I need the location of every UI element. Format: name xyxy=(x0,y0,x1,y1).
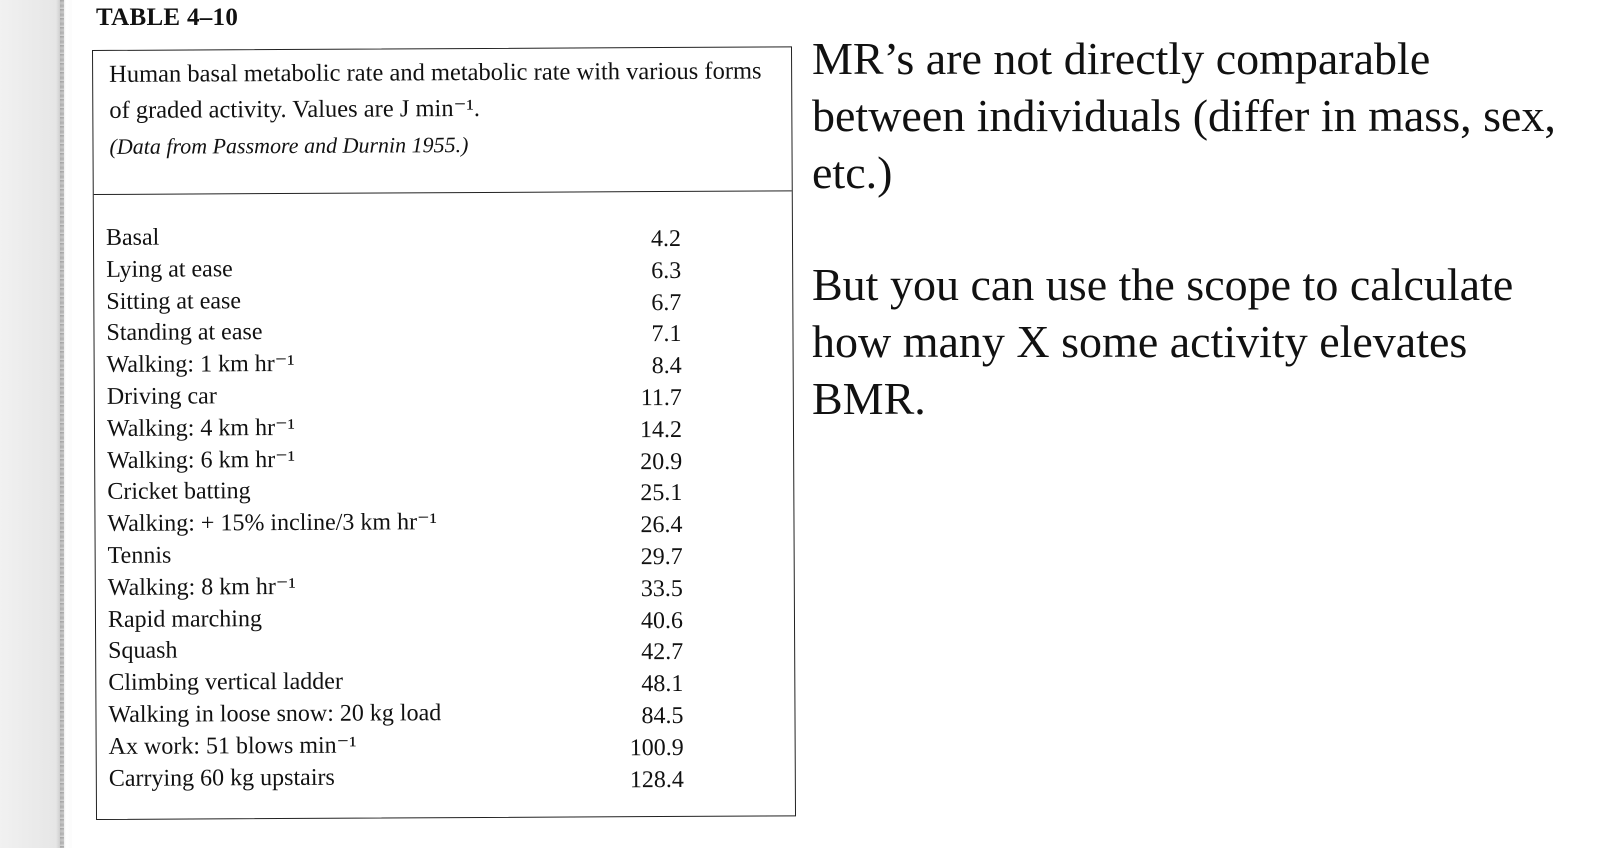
caption-source: (Data from Passmore and Durnin 1955.) xyxy=(109,132,469,159)
activity-value: 100.9 xyxy=(629,734,684,761)
activity-value: 20.9 xyxy=(640,448,683,475)
activity-label: Squash xyxy=(108,637,178,665)
activity-label: Driving car xyxy=(106,383,217,410)
table-row xyxy=(106,251,766,286)
table-row xyxy=(108,633,768,668)
activity-value: 7.1 xyxy=(651,321,682,348)
table-row xyxy=(109,760,769,795)
activity-value: 11.7 xyxy=(640,384,682,412)
activity-label: Walking: 1 km hr⁻¹ xyxy=(106,351,295,379)
activity-value: 48.1 xyxy=(641,671,684,698)
activity-label: Walking: + 15% incline/3 km hr⁻¹ xyxy=(107,509,437,538)
table-row xyxy=(108,696,768,731)
activity-label: Walking: 6 km hr⁻¹ xyxy=(107,446,296,474)
table-row xyxy=(107,506,767,541)
activity-label: Walking: 4 km hr⁻¹ xyxy=(106,414,295,442)
activity-label: Tennis xyxy=(107,542,172,569)
table-caption xyxy=(93,47,792,195)
page-edge xyxy=(0,0,72,848)
metabolic-rate-table xyxy=(92,46,796,820)
activity-value: 84.5 xyxy=(641,702,684,730)
activity-value: 8.4 xyxy=(651,353,682,380)
table-row xyxy=(107,442,767,477)
activity-label: Walking: 8 km hr⁻¹ xyxy=(107,573,296,601)
activity-value: 40.6 xyxy=(640,607,684,634)
caption-text: Human basal metabolic rate and metabolic rate with various forms of graded activity. Values are J min⁻¹. xyxy=(109,57,762,124)
table-row xyxy=(108,665,768,700)
table-row xyxy=(107,474,767,509)
activity-value: 33.5 xyxy=(640,575,683,602)
table-label: TABLE 4–10 xyxy=(96,4,239,31)
table-row xyxy=(106,219,766,254)
activity-value: 42.7 xyxy=(641,639,684,666)
activity-label: Rapid marching xyxy=(107,605,263,633)
table-row xyxy=(108,601,768,636)
activity-value: 29.7 xyxy=(640,543,683,571)
table-rows xyxy=(106,219,769,795)
activity-label: Climbing vertical ladder xyxy=(108,668,343,697)
table-row xyxy=(107,347,767,382)
activity-label: Walking in loose snow: 20 kg load xyxy=(108,700,442,728)
activity-label: Standing at ease xyxy=(106,319,263,347)
activity-label: Lying at ease xyxy=(106,256,233,283)
slide-notes xyxy=(812,30,1582,482)
activity-value: 4.2 xyxy=(650,225,682,253)
activity-value: 26.4 xyxy=(640,512,683,539)
activity-value: 128.4 xyxy=(629,766,684,793)
table-row xyxy=(107,378,767,413)
note-paragraph-scope: But you can use the scope to calculate how many X some activity elevates BMR. xyxy=(812,259,1514,424)
table-row xyxy=(106,283,766,318)
activity-label: Basal xyxy=(105,224,160,251)
table-row xyxy=(106,315,766,350)
activity-value: 25.1 xyxy=(640,480,683,507)
activity-value: 14.2 xyxy=(639,416,683,443)
activity-label: Carrying 60 kg upstairs xyxy=(108,764,335,792)
activity-label: Sitting at ease xyxy=(106,287,242,315)
activity-label: Ax work: 51 blows min⁻¹ xyxy=(108,732,357,760)
table-row xyxy=(108,537,768,572)
activity-label: Cricket batting xyxy=(107,478,251,506)
activity-value: 6.3 xyxy=(651,257,682,284)
activity-value: 6.7 xyxy=(651,289,682,316)
table-row xyxy=(108,569,768,604)
table-row xyxy=(109,728,769,763)
table-row xyxy=(107,410,767,445)
note-paragraph-comparability: MR’s are not directly comparable between individuals (differ in mass, sex, etc.) xyxy=(812,33,1556,198)
